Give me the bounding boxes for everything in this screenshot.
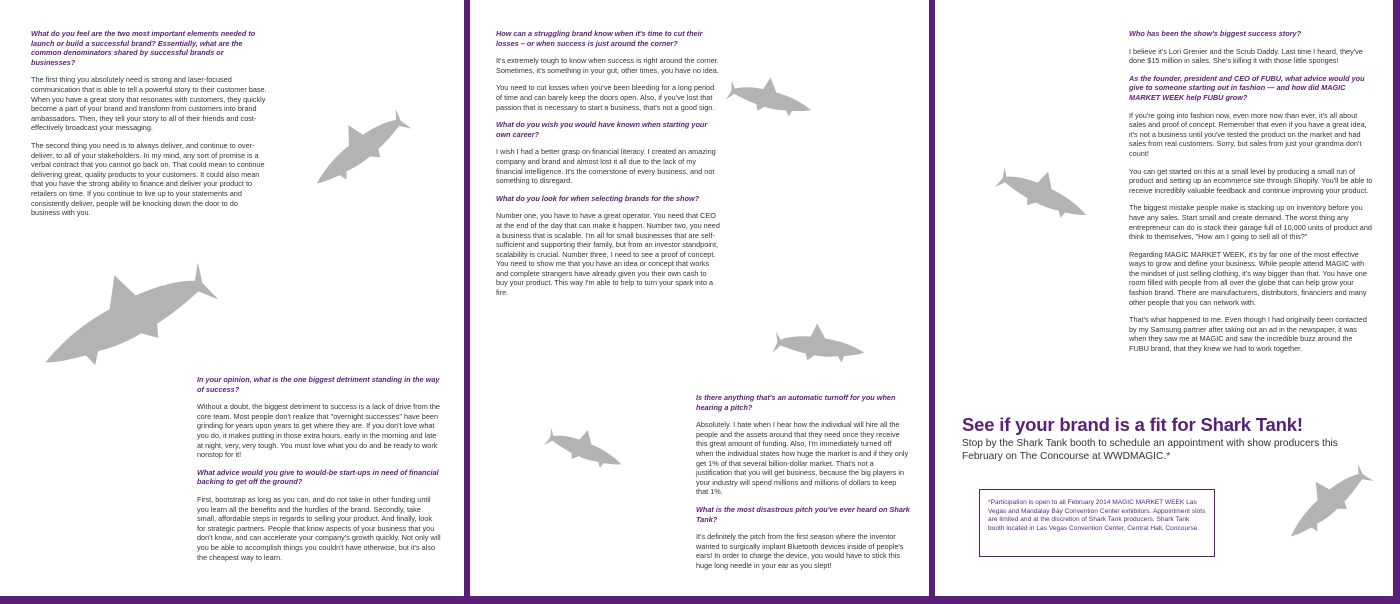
answer: You can get started on this at a small level by producing a small run of product and setting up an ecommerce site through Shopify. You'll be able to receive incredibly valuable feedback and continue improving your product. (1129, 166, 1373, 195)
interview-block-2 (197, 375, 441, 570)
answer: If you're going into fashion now, even more now than ever, it's all about sales and proof of concept. Remember that even if you have a great idea, it's not a business until you've tested the product on the market and had sales from real customers. Sorry, but sales from just your grandma don't count! (1129, 110, 1367, 158)
cta-headline: See if your brand is a fit for Shark Tank! (962, 414, 1303, 435)
answer: It's extremely tough to know when success is right around the corner. Sometimes, it's something in your gut, other times, you have no idea. (496, 56, 719, 75)
frame-right-edge (1393, 0, 1400, 604)
interview-block (1129, 29, 1373, 362)
interview-block-1 (31, 29, 267, 226)
answer: Absolutely. I hate when I hear how the individual will hire all the people and the assets around that they need once they receive this great amount of funding. Also, I'm immediately turned off when the individual states how huge the market is and if they only get 1% of that several billion-dollar market. That's not a justification that you will get business, because the big players in your industry will spend millions and millions of dollars to keep that 1%. (696, 420, 909, 497)
answer: I wish I had a better grasp on financial literacy. I created an amazing company and brand and almost lost it all due to the lack of my financial intelligence. It's the cornerstone of every business, and not something to disregard. (496, 147, 716, 186)
shark-icon (1272, 450, 1377, 551)
cta-body: Stop by the Shark Tank booth to schedule an appointment with show producers this February on The Concourse at WWDMAGIC.* (962, 438, 1338, 462)
answer: Number one, you have to have a great operator. You need that CEO at the end of the day that can make it happen. Number two, you need a business that is scalable. I'm all for small businesses that are self-sufficient and supporting their family, but from an investor standpoint, scalability is crucial. Number three, I need to see a proof of concept. You need to show me that you have an idea or concept that works and complete strangers have already given you their own cash to buy your product. This way I'm able to help to turn your spark into a fire. (496, 211, 720, 298)
question: What do you look for when selecting brands for the show? (496, 193, 700, 203)
answer: That's what happened to me. Even though I had originally been contacted by my Samsung partner after taking out an ad in the newspaper, it was when they saw me at MAGIC and saw the incredible buzz around the FUBU brand, that they knew we had to work together. (1129, 315, 1367, 354)
shark-icon (542, 414, 630, 479)
question: What do you feel are the two most important elements needed to launch or build a successful brand? Essentially, what are the common denominators shared by successful brands or businesses? (31, 29, 256, 67)
frame-bottom-bar (0, 596, 1400, 604)
question: What is the most disastrous pitch you've ever heard on Shark Tank? (696, 504, 910, 524)
question: In your opinion, what is the one biggest detriment standing in the way of success? (197, 375, 440, 394)
interview-block-2 (696, 393, 910, 579)
shark-icon (298, 93, 415, 200)
shark-icon (772, 316, 869, 370)
answer: The first thing you absolutely need is strong and laser-focused communication that is able to tell a powerful story to their customer base. When you have a great story that resonates with customers, they quickly become a part of your brand and transform from customers into brand ambassadors. Then, they tell your story to all of their friends and cost-effectively broadcast your messaging. (31, 75, 267, 133)
answer: The second thing you need is to always deliver, and continue to over-deliver, to all of your stakeholders. In my mind, any sort of promise is a verbal contract that you cannot go back on. That could mean to continue delivering great, quality products to your customers. It could also mean that you have the strong ability to finance and deliver your product to retailers on time. If you continue to live up to your statements and consistently deliver, people will be knocking down the door to do business with you. (31, 140, 265, 218)
page-2 (470, 0, 929, 596)
answer: Regarding MAGIC MARKET WEEK, it's by far one of the most effective ways to grow and define your business. While people attend MAGIC with the mindset of just selling clothing, it's way bigger than that. You have one room filled with people from all over the globe that can help grow your fashion brand. There are manufacturers, distributors, financiers and many other people that you can network with. (1129, 249, 1367, 307)
shark-icon (992, 152, 1098, 232)
answer: First, bootstrap as long as you can, and do not take in other funding until you learn all the benefits and the hurdles of the brand. Secondly, take small, affordable steps in regards to selling your product. And finally, look for strategic partners. People that know aspects of your business that you don't know, and can accelerate your company's growth quickly. Not only will you be able to accomplish things you couldn't have otherwise, but it's also the cheapest way to learn. (197, 494, 441, 562)
answer: It's definitely the pitch from the first season where the inventor wanted to surgically implant Bluetooth devices inside of people's ears! In order to charge the device, you would have to stick this huge long needle in your ear as you slept! (696, 532, 904, 570)
answer: You need to cut losses when you've been bleeding for a long period of time and can barely keep the doors open. Also, if you've lost that passion that is necessary to start a business, that's not a good sign. (496, 83, 715, 112)
question: Is there anything that's an automatic turnoff for you when hearing a pitch? (696, 393, 896, 412)
question: What do you wish you would have known when starting your own career? (496, 120, 708, 139)
answer: Without a doubt, the biggest detriment to success is a lack of drive from the core team. Most people don't realize that "overnight successes" have been grinding for years upon years to get where they are. If you don't love what you do, it makes putting in those extra hours, early in the morning and late at night, very, very tough. You must love what you do and be ready to work nonstop for it! (197, 402, 440, 460)
shark-icon (21, 233, 224, 394)
page-1 (0, 0, 464, 596)
question: What advice would you give to would-be start-ups in need of financial backing to get off the ground? (197, 467, 439, 487)
answer: I believe it's Lori Grenier and the Scrub Daddy. Last time I heard, they've done $15 million in sales. She's killing it with those little sponges! (1129, 46, 1363, 66)
interview-block-1 (496, 29, 720, 306)
question: As the founder, president and CEO of FUBU, what advice would you give to someone starting out in fashion — and how did MAGIC MARKET WEEK help FUBU grow? (1129, 73, 1365, 102)
shark-icon (724, 66, 817, 127)
participation-note: *Participation is open to all February 2014 MAGIC MARKET WEEK Las Vegas and Mandalay Bay Convention Center exhibitors. Appointment slots are limited and at the discretion of Shark Tank producers. Shark Tank booth located in Las Vegas Convention Center, Central Hall, Concourse. (979, 489, 1215, 557)
question: How can a struggling brand know when it's time to cut their losses – or when success is just around the corner? (496, 29, 703, 48)
question: Who has been the show's biggest success story? (1129, 29, 1302, 38)
answer: The biggest mistake people make is stacking up on inventory before you have any sales. Start small and create demand. The worst thing any entrepreneur can do is stack their garage full of 10,000 units of product and think to themselves, "How am I going to sell all of this?" (1129, 203, 1372, 242)
